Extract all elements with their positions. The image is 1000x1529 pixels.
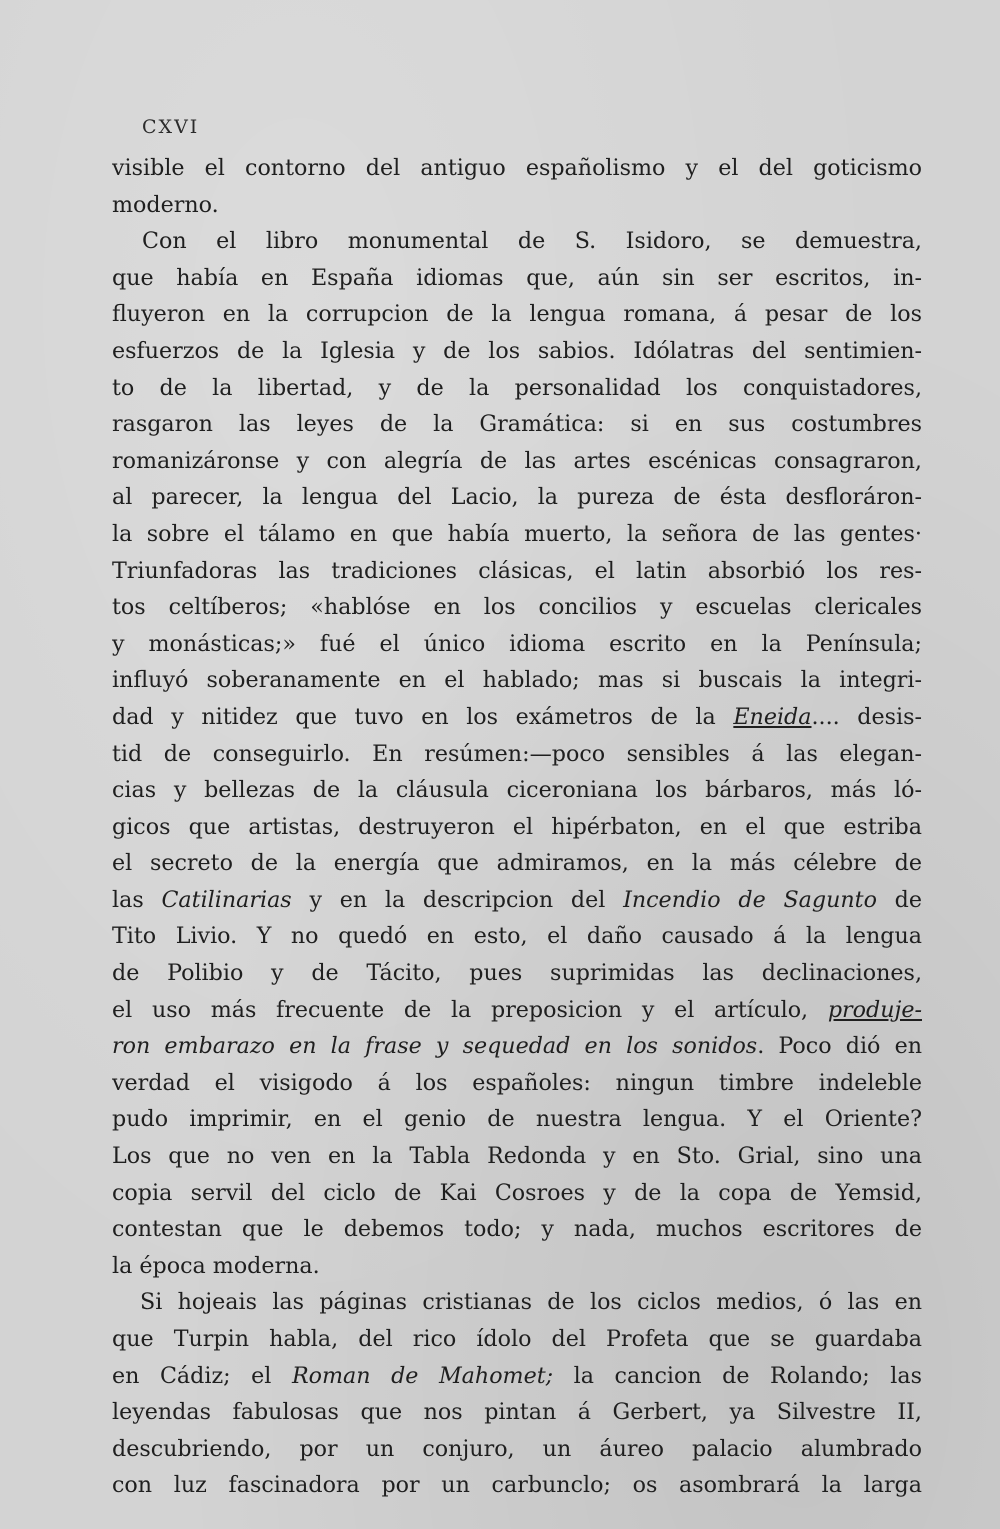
text-line: con luz fascinadora por un carbunclo; os asombrará la larga bbox=[112, 1472, 922, 1499]
text-line: verdad el visigodo á los españoles: ningun timbre indeleble bbox=[112, 1069, 922, 1096]
text-line: de Polibio y de Tácito, pues suprimidas las declinaciones, bbox=[112, 960, 922, 987]
text-line: y monásticas;» fué el único idioma escrito en la Península; bbox=[112, 630, 922, 657]
text-line: el uso más frecuente de la preposicion y el artículo, produje- bbox=[112, 996, 922, 1023]
italic-title-catilinarias: Catilinarias bbox=[161, 886, 292, 913]
text-line: ron embarazo en la frase y sequedad en los sonidos. Poco dió en bbox=[112, 1033, 922, 1060]
text-line: en Cádiz; el Roman de Mahomet; la cancion de Rolando; las bbox=[112, 1362, 922, 1389]
text-line: al parecer, la lengua del Lacio, la pureza de ésta desfloráron- bbox=[112, 484, 922, 511]
text-line: pudo imprimir, en el genio de nuestra lengua. Y el Oriente? bbox=[112, 1106, 922, 1133]
text-line: Triunfadoras las tradiciones clásicas, el latin absorbió los res- bbox=[112, 557, 922, 584]
text-line: influyó soberanamente en el hablado; mas si buscais la integri- bbox=[112, 667, 922, 694]
text-line: cias y bellezas de la cláusula ciceroniana los bárbaros, más ló- bbox=[112, 777, 922, 804]
text-line: Tito Livio. Y no quedó en esto, el daño causado á la lengua bbox=[112, 923, 922, 950]
italic-title-eneida: Eneida bbox=[733, 703, 812, 730]
text-line: fluyeron en la corrupcion de la lengua romana, á pesar de los bbox=[112, 301, 922, 328]
text-line: romanizáronse y con alegría de las artes escénicas consagraron, bbox=[112, 447, 922, 474]
text-line: que había en España idiomas que, aún sin ser escritos, in- bbox=[112, 264, 922, 291]
text-line: el secreto de la energía que admiramos, en la más célebre de bbox=[112, 850, 922, 877]
body-text bbox=[112, 150, 922, 1504]
text-line: Si hojeais las páginas cristianas de los ciclos medios, ó las en bbox=[140, 1289, 922, 1316]
text-line: la sobre el tálamo en que había muerto, la señora de las gentes· bbox=[112, 520, 922, 547]
text-line: visible el contorno del antiguo españolismo y el del goticismo bbox=[112, 155, 922, 181]
text-line: copia servil del ciclo de Kai Cosroes y de la copa de Yemsid, bbox=[112, 1179, 922, 1206]
text-line: dad y nitidez que tuvo en los exámetros de la Eneida.... desis- bbox=[112, 703, 922, 730]
text-line: Con el libro monumental de S. Isidoro, se demuestra, bbox=[142, 228, 922, 255]
text-line: Los que no ven en la Tabla Redonda y en Sto. Grial, sino una bbox=[112, 1143, 922, 1170]
text-line: rasgaron las leyes de la Gramática: si en sus costumbres bbox=[112, 411, 922, 438]
text-line: tid de conseguirlo. En resúmen:—poco sensibles á las elegan- bbox=[112, 740, 922, 767]
text-line: moderno. bbox=[112, 191, 219, 218]
italic-quote: produje- bbox=[827, 996, 922, 1023]
italic-title-incendio: Incendio de Sagunto bbox=[623, 886, 877, 913]
text-line: gicos que artistas, destruyeron el hipérbaton, en el que estriba bbox=[112, 813, 922, 840]
text-line: que Turpin habla, del rico ídolo del Profeta que se guardaba bbox=[112, 1326, 922, 1352]
text-line: las Catilinarias y en la descripcion del Incendio de Sagunto de bbox=[112, 886, 922, 913]
page-number: CXVI bbox=[142, 116, 200, 138]
text-line: descubriendo, por un conjuro, un áureo palacio alumbrado bbox=[112, 1435, 922, 1462]
text-line: contestan que le debemos todo; y nada, muchos escritores de bbox=[112, 1216, 922, 1243]
text-line: to de la libertad, y de la personalidad los conquistadores, bbox=[112, 374, 922, 401]
text-line: tos celtíberos; «hablóse en los concilios y escuelas clericales bbox=[112, 594, 922, 621]
italic-quote: ron embarazo en la frase y sequedad en los sonidos bbox=[112, 1033, 758, 1060]
italic-title-roman: Roman de Mahomet; bbox=[291, 1362, 554, 1389]
text-line: leyendas fabulosas que nos pintan á Gerbert, ya Silvestre II, bbox=[112, 1399, 922, 1426]
text-line: esfuerzos de la Iglesia y de los sabios. Idólatras del sentimien- bbox=[112, 337, 922, 364]
text-line: la época moderna. bbox=[112, 1252, 320, 1279]
